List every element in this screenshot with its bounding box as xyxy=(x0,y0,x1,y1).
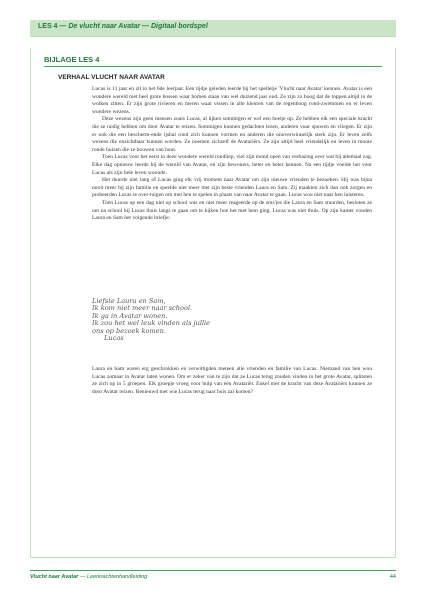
story-paragraph: Het duurde niet lang of Lucas ging elk vrij moment naar Avatar om zijn nieuwe vrienden te bezoeken. Hij was bijna nooit meer bij zijn familie en speelde niet meer met zijn beste vrienden Laura en Sam. Zij maakten zich dan ook zorgen en probeerden Lucas te over-tuigen om met hen te spelen in plaats van naar Avatar te gaan. Lucas wou niet naar hen luisteren. xyxy=(92,177,372,199)
letter-line: Ik kom niet meer naar school. xyxy=(92,304,193,313)
story-paragraph: Deze wezens zijn geen mensen zoals Lucas, al lijken sommigen er wel een beetje op. Ze hebben elk een speciale kracht die ze nodig hebben om door Avatar te reizen. Sommigen kunnen gedachten lezen, anderen vuur spuwen en vliegen. Er zijn er ook die een bescherm-ende ijsbal rond zich kunnen vormen en anderen die onoverwinnelijk sterk zijn. Er leven zelfs wezens die onzichtbaar kunnen worden. Ze noemen zichzelf de Avatariërs. Ze zijn altijd heel vriendelijk en leven in mooie ronde huizen die ze bouwen van hout. xyxy=(92,116,372,153)
footer-title xyxy=(30,574,147,580)
letter-line: Liefste Laura en Sam, xyxy=(92,297,166,305)
footer-manual-label: — Leerkrachtenhandleiding xyxy=(79,574,148,580)
lesson-header-text xyxy=(38,23,208,30)
story-body xyxy=(92,86,372,223)
appendix-divider xyxy=(44,66,382,67)
lesson-number: LES 4 — xyxy=(38,23,67,30)
letter-signature: Lucas xyxy=(104,334,124,343)
page-number: 44 xyxy=(389,574,396,580)
story-title: VERHAAL VLUCHT NAAR AVATAR xyxy=(58,74,165,81)
lesson-header xyxy=(30,20,396,37)
letter-line: Ik zou het wel leuk vinden als jullie xyxy=(92,319,211,328)
lesson-subtitle: — Digitaal bordspel xyxy=(142,23,208,30)
appendix-heading: BIJLAGE LES 4 xyxy=(44,55,100,64)
story-closing-paragraph: Laura en Sam waren erg geschrokken en verwittigden meteen alle vrienden en familie van Lucas. Niemand van hen wou Lucas zomaar in Avatar laten wonen. Om er zeker van te zijn dat ze Lucas terug zouden vinden in het grote Avatar, splitsten ze zich op in 5 groepen. Elk groepje vroeg voor hulp van één Avatariër. Enkel met de kracht van deze Avatariërs kunnen ze door Avatar reizen. Benieuwd met wie Lucas terug naar huis zal komen? xyxy=(92,366,372,395)
letter-line: ons op bezoek komen. xyxy=(92,326,167,335)
story-paragraph: Toen Lucas op een dag niet op school was en niet meer reageerde op de sms'jes die Laura en Sam stuurden, besloten ze om na school bij Lucas thuis langs te gaan om te kijken hoe het met hem ging. Lucas was niet thuis. Op zijn kamer vonden Laura en Sam het volgende briefje: xyxy=(92,199,372,222)
footer-book-title: Vlucht naar Avatar xyxy=(30,574,79,580)
story-paragraph: Toen Lucas voor het eerst in deze wondere wereld rondliep, viel zijn mond open van verbazing over wat hij allemaal zag. Elke dag opnieuw leerde hij de wereld van Avatar, en zijn bewoners, beter en beter kennen. Na een tijdje voelde het voor Lucas als zijn hele leven woonde. xyxy=(92,154,372,176)
lesson-title: De vlucht naar Avatar xyxy=(68,23,141,30)
letter-line: Ik ga in Avatar wonen. xyxy=(92,311,168,320)
handwritten-letter xyxy=(92,298,332,342)
footer-divider xyxy=(30,570,396,571)
story-paragraph: Lucas is 11 jaar en zit in het 6de leerjaar. Een tijdje geleden leerde hij het spelletje 'Vlucht naar Avatar' kennen. Avatar is een wondere wereld met heel grote bossen waar bomen staan van wel duizend jaar oud. Ze zijn zo hoog dat de toppen altijd in de wolken zitten. Er zijn grote rivieren en meren waar vissen in alle kleuren van de regenboog rond-zwemmen en er leven wondere wezens. xyxy=(92,86,372,115)
